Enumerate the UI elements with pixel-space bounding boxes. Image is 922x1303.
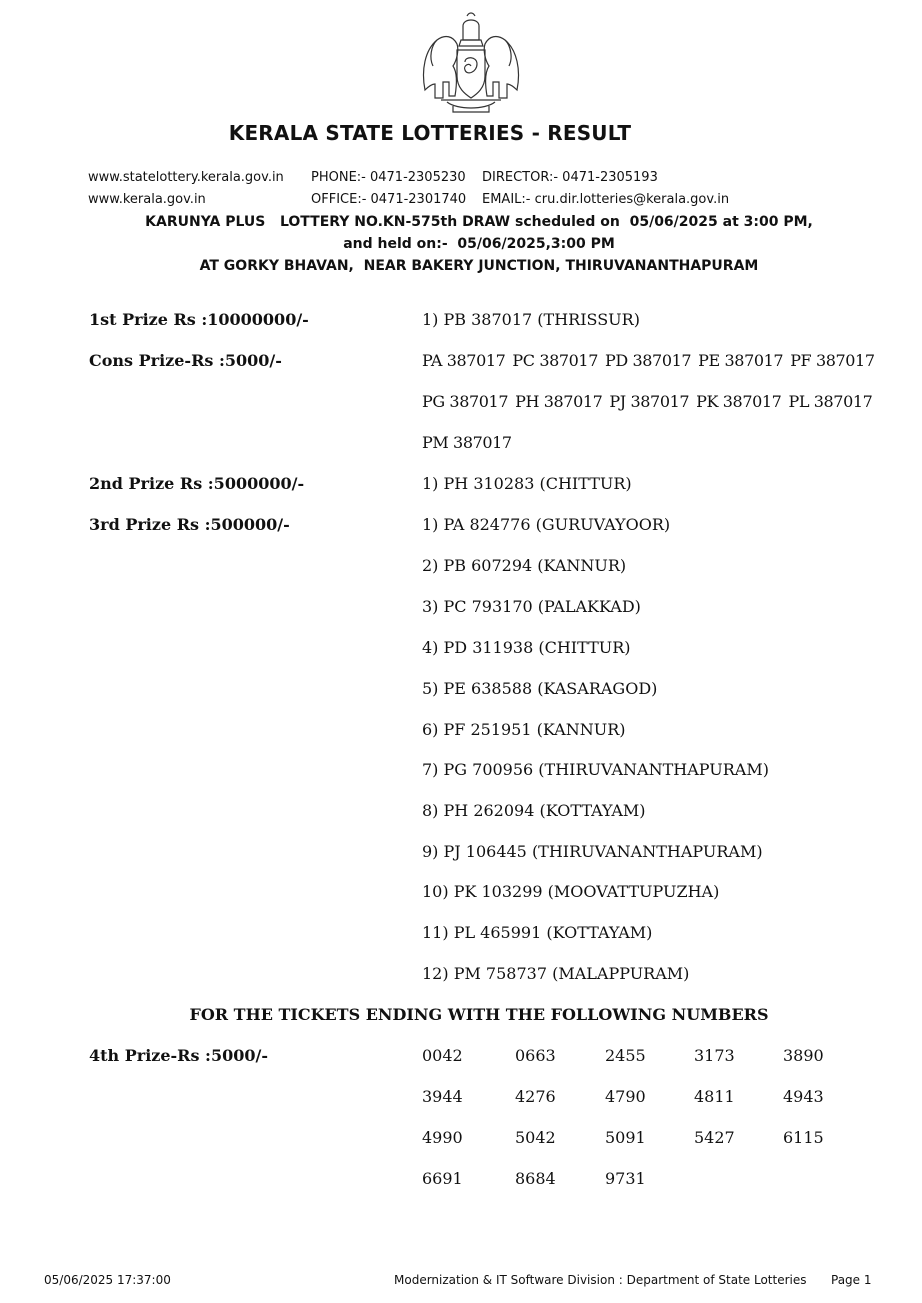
second-prize-label: 2nd Prize Rs :5000000/- [89,474,305,493]
fourth-prize-number: 4990 [422,1128,463,1147]
director-number: DIRECTOR:- 0471-2305193 [482,170,658,185]
third-prize-entry: 1) PA 824776 (GURUVAYOOR) [422,515,671,534]
fourth-prize-number: 3944 [422,1087,463,1106]
third-prize-entry: 3) PC 793170 (PALAKKAD) [422,597,641,616]
draw-venue: AT GORKY BHAVAN, NEAR BAKERY JUNCTION, THIRUVANANTHAPURAM [199,258,759,274]
cons-number: PF 387017 [790,351,875,370]
third-prize-label: 3rd Prize Rs :500000/- [89,515,290,534]
page-title: KERALA STATE LOTTERIES - RESULT [228,121,632,145]
website-link-kerala[interactable]: www.kerala.gov.in [88,192,206,207]
cons-row-3 [422,433,519,452]
cons-number: PD 387017 [605,351,692,370]
email-address: EMAIL:- cru.dir.lotteries@kerala.gov.in [482,192,730,207]
fourth-prize-number: 5427 [694,1128,735,1147]
cons-row-2 [422,392,879,411]
cons-number: PG 387017 [422,392,509,411]
footer-division: Modernization & IT Software Division : Department of State Lotteries [394,1273,807,1287]
office-number: OFFICE:- 0471-2301740 [311,192,467,207]
fourth-prize-label: 4th Prize-Rs :5000/- [89,1046,268,1065]
first-prize-label: 1st Prize Rs :10000000/- [89,310,309,329]
phone-number: PHONE:- 0471-2305230 [311,170,466,185]
draw-info-line-2: and held on:- 05/06/2025,3:00 PM [343,236,615,252]
cons-number: PH 387017 [515,392,603,411]
third-prize-entry: 9) PJ 106445 (THIRUVANANTHAPURAM) [422,842,763,861]
third-prize-entry: 5) PE 638588 (KASARAGOD) [422,679,658,698]
third-prize-entry: 12) PM 758737 (MALAPPURAM) [422,964,690,983]
draw-info-line-1: KARUNYA PLUS LOTTERY NO.KN-575th DRAW scheduled on 05/06/2025 at 3:00 PM, [145,214,813,230]
website-link-statelottery[interactable]: www.statelottery.kerala.gov.in [88,170,284,185]
third-prize-entry: 4) PD 311938 (CHITTUR) [422,638,631,657]
fourth-prize-number: 4276 [515,1087,556,1106]
third-prize-entry: 2) PB 607294 (KANNUR) [422,556,627,575]
third-prize-entry: 8) PH 262094 (KOTTAYAM) [422,801,646,820]
fourth-prize-number: 6115 [783,1128,824,1147]
cons-row-1 [422,351,882,370]
cons-number: PM 387017 [422,433,512,452]
cons-prize-label: Cons Prize-Rs :5000/- [89,351,282,370]
second-prize-entry: 1) PH 310283 (CHITTUR) [422,474,632,493]
cons-number: PL 387017 [788,392,873,411]
fourth-prize-number: 2455 [605,1046,646,1065]
fourth-prize-number: 0042 [422,1046,463,1065]
cons-number: PJ 387017 [609,392,690,411]
third-prize-entry: 11) PL 465991 (KOTTAYAM) [422,923,653,942]
kerala-state-emblem-icon [417,10,525,115]
ending-numbers-heading: FOR THE TICKETS ENDING WITH THE FOLLOWING NUMBERS [189,1005,769,1024]
third-prize-entry: 7) PG 700956 (THIRUVANANTHAPURAM) [422,760,769,779]
fourth-prize-number: 3173 [694,1046,735,1065]
footer-page-number: Page 1 [831,1273,872,1287]
fourth-prize-number: 4790 [605,1087,646,1106]
cons-number: PK 387017 [696,392,782,411]
cons-number: PC 387017 [512,351,598,370]
cons-number: PE 387017 [698,351,784,370]
fourth-prize-number: 0663 [515,1046,556,1065]
cons-number: PA 387017 [422,351,506,370]
fourth-prize-number: 9731 [605,1169,646,1188]
fourth-prize-number: 4811 [694,1087,735,1106]
third-prize-entry: 6) PF 251951 (KANNUR) [422,720,626,739]
fourth-prize-number: 8684 [515,1169,556,1188]
fourth-prize-number: 5091 [605,1128,646,1147]
third-prize-entry: 10) PK 103299 (MOOVATTUPUZHA) [422,882,720,901]
footer-timestamp: 05/06/2025 17:37:00 [44,1273,171,1287]
first-prize-entry: 1) PB 387017 (THRISSUR) [422,310,640,329]
fourth-prize-number: 3890 [783,1046,824,1065]
fourth-prize-number: 5042 [515,1128,556,1147]
fourth-prize-number: 4943 [783,1087,824,1106]
fourth-prize-number: 6691 [422,1169,463,1188]
